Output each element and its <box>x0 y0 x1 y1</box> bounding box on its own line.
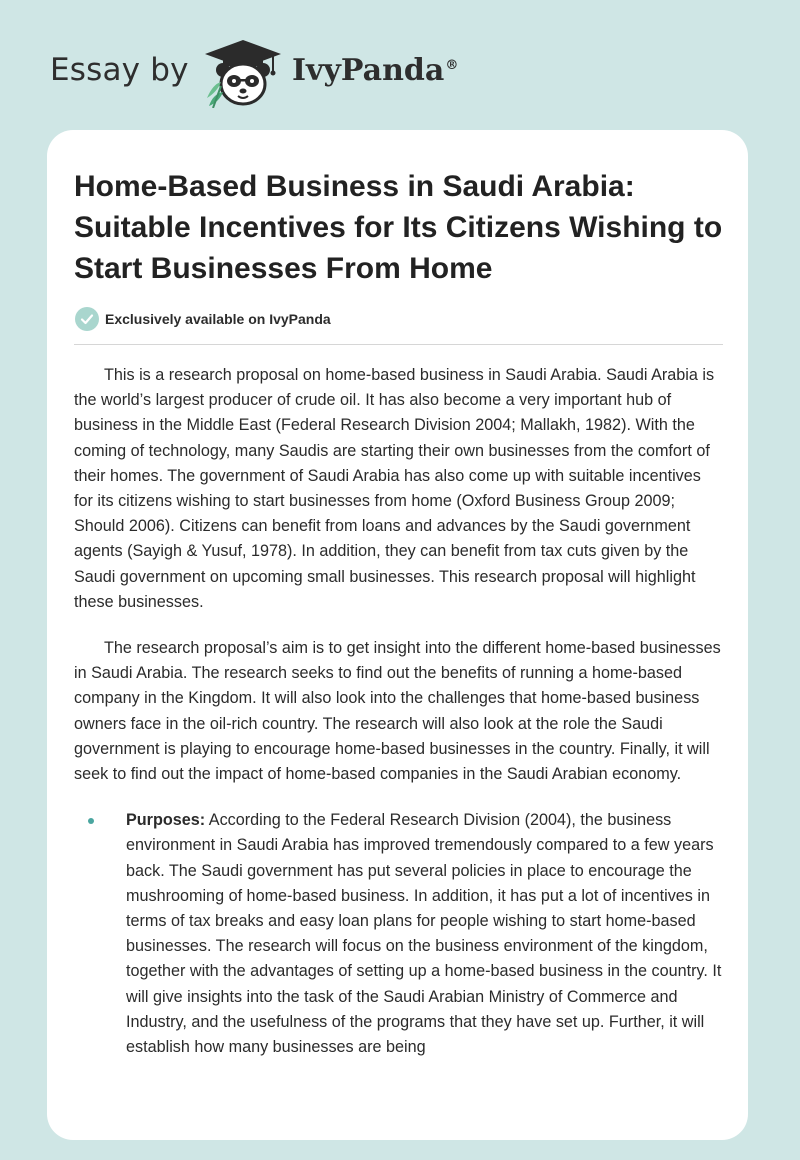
panda-graduate-icon <box>203 38 283 108</box>
list-item <box>74 808 724 1060</box>
bullet-label: Purposes: <box>126 811 206 830</box>
essay-body <box>74 363 724 1060</box>
paragraph: This is a research proposal on home-based business in Saudi Arabia. Saudi Arabia is the world’s largest producer of crude oil. It has also become a very important hub of business in the Middle East (Federal Research Division 2004; Mallakh, 1982). With the coming of technology, many Saudis are starting their own businesses from the comfort of their homes. The government of Saudi Arabia has also come up with suitable incentives for its citizens wishing to start businesses from home (Oxford Business Group 2009; Should 2006). Citizens can benefit from loans and advances by the Saudi government agents (Sayigh & Yusuf, 1978). In addition, they can benefit from tax cuts given by the Saudi government on upcoming small businesses. This research proposal will highlight these businesses. <box>74 366 715 611</box>
check-circle-icon <box>75 307 99 331</box>
exclusive-badge <box>75 306 331 332</box>
divider <box>74 344 723 345</box>
essay-by-label: Essay by <box>50 52 189 88</box>
paragraph: The research proposal’s aim is to get insight into the different home-based businesses in Saudi Arabia. The research seeks to find out the benefits of running a home-based company in the Kingdom. It will also look into the challenges that home-based business owners face in the oil-rich country. The research will also look at the role the Saudi government is playing to encourage home-based businesses in the country. Finally, it will seek to find out the impact of home-based companies in the Saudi Arabian economy. <box>74 639 721 784</box>
brand-name: IvyPanda® <box>292 53 459 88</box>
bullet-text: According to the Federal Research Division (2004), the business environment in Saudi Arabia has improved tremendously compared to a few years back. The Saudi government has put several policies in place to encourage the mushrooming of home-based business. In addition, it has put a lot of incentives in terms of tax breaks and easy loan plans for people wishing to start home-based businesses. The research will focus on the business environment of the kingdom, together with the advantages of setting up a home-based business in the country. It will give insights into the task of the Saudi Arabian Ministry of Commerce and Industry, and the usefulness of the programs that they have set up. Further, it will establish how many businesses are being <box>126 811 722 1057</box>
bullet-icon <box>88 818 94 824</box>
page-title: Home-Based Business in Saudi Arabia: Suitable Incentives for Its Citizens Wishing to Start Businesses From Home <box>74 170 723 285</box>
exclusive-label: Exclusively available on IvyPanda <box>105 311 331 327</box>
site-header <box>0 0 800 130</box>
essay-card <box>47 130 748 1140</box>
registered-mark: ® <box>445 58 459 73</box>
